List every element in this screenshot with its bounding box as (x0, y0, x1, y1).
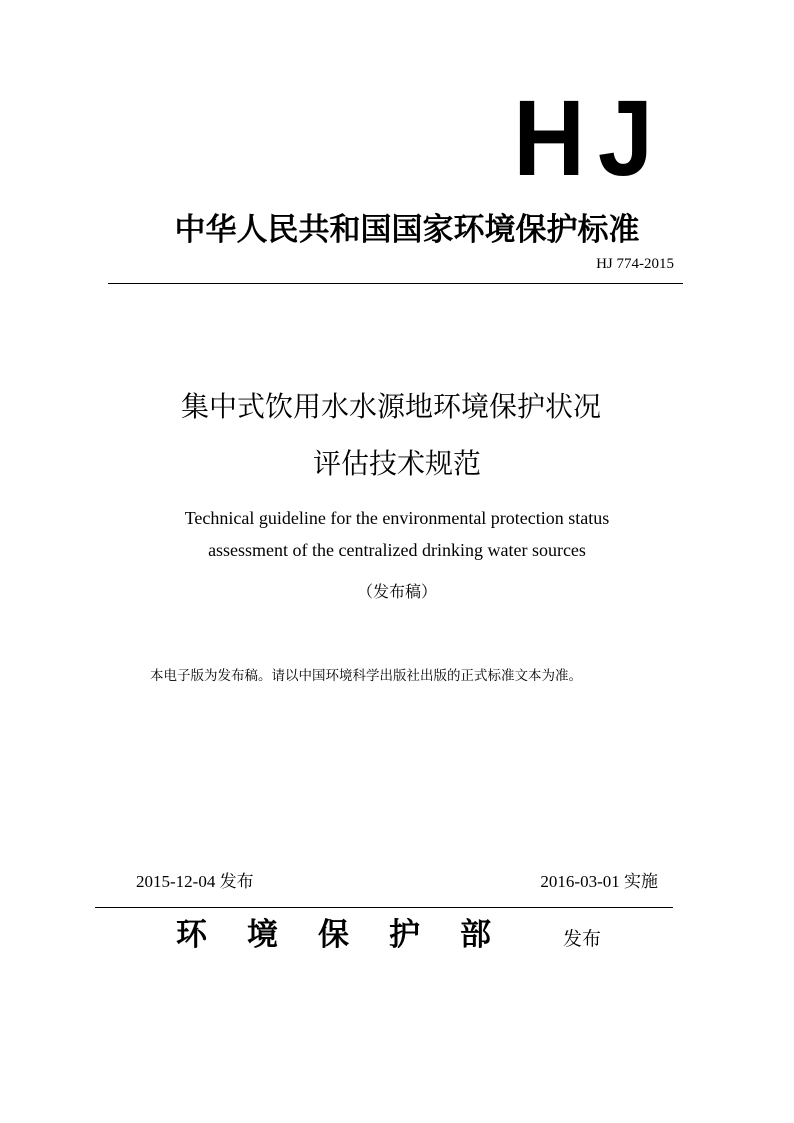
title-english-line-1: Technical guideline for the environmental protection status (184, 508, 610, 528)
title-chinese-line-2: 评估技术规范 (312, 447, 481, 480)
implementation-date-value: 2016-03-01 (540, 872, 620, 891)
header-divider (108, 283, 683, 284)
issuing-action: 发布 (563, 928, 602, 950)
issue-date (136, 870, 254, 894)
issue-date-label: 发布 (219, 872, 254, 892)
edition-note: 本电子版为发布稿。请以中国环境科学出版社出版的正式标准文本为准。 (150, 668, 582, 684)
issuing-authority: 环境保护部 (176, 917, 531, 953)
title-chinese-line-1: 集中式饮用水水源地环境保护状况 (180, 390, 601, 423)
implementation-date (540, 870, 658, 894)
title-english-line-2: assessment of the centralized drinking water sources (208, 540, 586, 560)
implementation-date-label: 实施 (624, 872, 658, 892)
issue-date-value: 2015-12-04 (136, 872, 216, 891)
standard-type-heading: 中华人民共和国国家环境保护标准 (174, 212, 640, 248)
hj-standard-logo: HJ (513, 77, 666, 198)
draft-note: （发布稿） (356, 582, 437, 601)
standard-code: HJ 774-2015 (596, 256, 674, 272)
footer-divider (95, 907, 673, 908)
